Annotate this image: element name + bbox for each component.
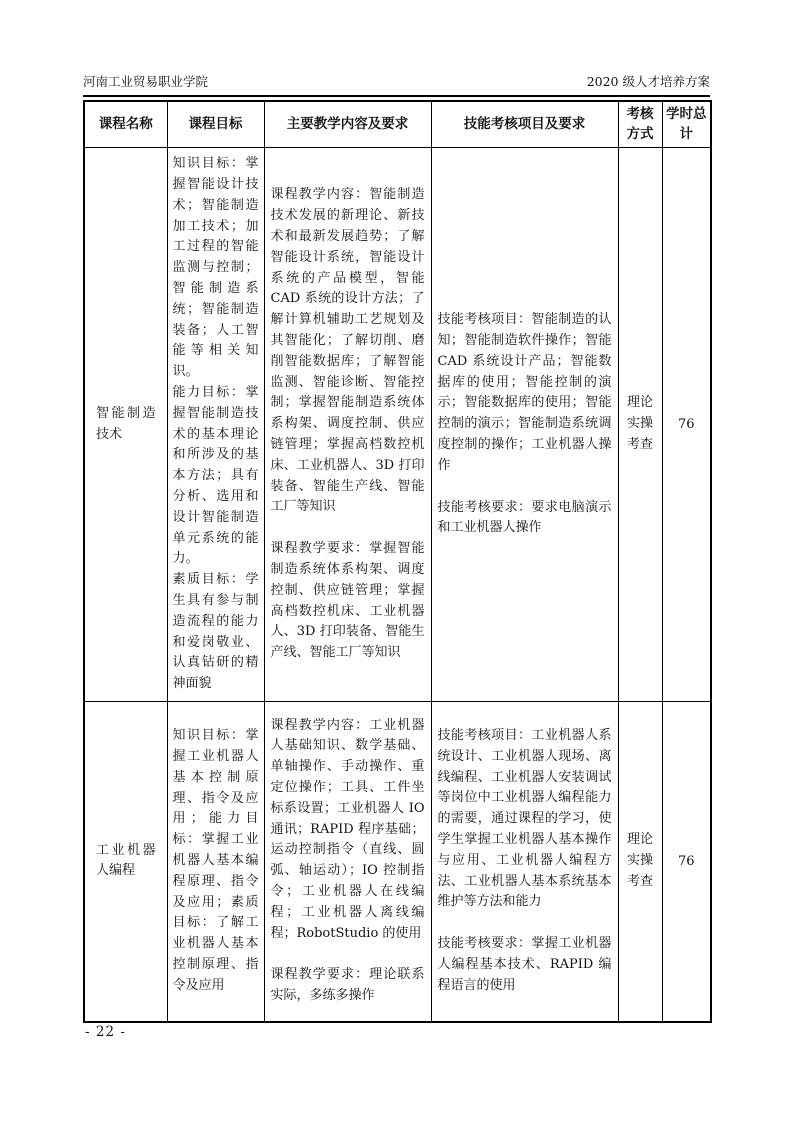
teaching-content-cell (264, 148, 431, 702)
teaching-requirements: 课程教学要求：理论联系实际，多练多操作 (270, 967, 425, 1004)
assessment-requirements: 技能考核要求：掌握工业机器人编程基本技术、RAPID 编程语言的使用 (437, 936, 612, 993)
column-header-total-hours: 学时总计 (662, 101, 711, 148)
ability-objective: 能力目标：掌握智能制造技术的基本理论和所涉及的基本方法；具有分析、选用和设计智能制造单元系统的能力。 (172, 385, 259, 567)
course-name: 工业机器人编程 (96, 842, 156, 879)
course-objectives-cell (167, 702, 264, 1022)
column-header-teaching-content: 主要教学内容及要求 (264, 101, 431, 148)
teaching-content: 课程教学内容：工业机器人基础知识、数学基础、单轴操作、手动操作、重定位操作；工具、工件坐标系设置；工业机器人 IO 通讯；RAPID 程序基础；运动控制指令（直线、圆弧、轴运动）；IO 控制指令；工业机器人在线编程；工业机器人离线编程；RobotStudio 的使用 (270, 717, 425, 941)
header-plan-title: 2020 级人才培养方案 (586, 74, 710, 89)
page-header (83, 72, 710, 97)
course-name-cell (84, 702, 167, 1022)
skill-assessment-cell (431, 148, 618, 702)
header-school-name: 河南工业贸易职业学院 (83, 74, 209, 89)
column-header-course-objectives: 课程目标 (167, 101, 264, 148)
course-objectives-cell (167, 148, 264, 702)
knowledge-objective: 知识目标：掌握智能设计技术；智能制造加工技术；加工过程的智能监测与控制；智能制造系统；智能制造装备；人工智能等相关知识。 (172, 156, 259, 380)
course-objectives: 知识目标：掌握工业机器人基本控制原理、指令及应用；能力目标：掌握工业机器人基本编程原理、指令及应用；素质目标：了解工业机器人基本控制原理、指令及应用 (172, 728, 259, 993)
teaching-requirements: 课程教学要求：掌握智能制造系统体系构架、调度控制、供应链管理；掌握高档数控机床、工业机器人、3D 打印装备、智能生产线、智能工厂等知识 (270, 541, 425, 661)
course-table (83, 100, 712, 1023)
column-header-assessment-method: 考核方式 (618, 101, 662, 148)
total-hours: 76 (662, 702, 711, 1022)
quality-objective: 素质目标：学生具有参与制造流程的能力和爱岗敬业、认真钻研的精神面貌 (172, 572, 259, 692)
page-number: - 22 - (85, 1024, 126, 1040)
assessment-method: 理论实操考查 (618, 702, 662, 1022)
column-header-course-name: 课程名称 (84, 101, 167, 148)
assessment-items: 技能考核项目：智能制造的认知；智能制造软件操作；智能 CAD 系统设计产品；智能数据库的使用；智能控制的演示；智能数据库的使用；智能控制的演示；智能制造系统调度控制的操作；工业机器人操作 (437, 312, 612, 473)
teaching-content-cell (264, 702, 431, 1022)
teaching-content: 课程教学内容：智能制造技术发展的新理论、新技术和最新发展趋势；了解智能设计系统，智能设计系统的产品模型，智能 CAD 系统的设计方法；了解计算机辅助工艺规划及其智能化；了解切削、磨削智能数据库；了解智能监测、智能诊断、智能控制；掌握智能制造系统体系构架、调度控制、供应链管理；掌握高档数控机床、工业机器人、3D 打印装备、智能生产线、智能工厂等知识 (270, 187, 425, 515)
table-header-row (84, 101, 711, 148)
course-name-cell (84, 148, 167, 702)
column-header-skill-assessment: 技能考核项目及要求 (431, 101, 618, 148)
assessment-requirements: 技能考核要求：要求电脑演示和工业机器人操作 (437, 499, 612, 536)
skill-assessment-cell (431, 702, 618, 1022)
table-row (84, 702, 711, 1022)
assessment-items: 技能考核项目：工业机器人系统设计、工业机器人现场、离线编程、工业机器人安装调试等岗位中工业机器人编程能力的需要，通过课程的学习，使学生掌握工业机器人基本操作与应用、工业机器人编程方法、工业机器人基本系统基本维护等方法和能力 (437, 728, 612, 910)
table-row (84, 148, 711, 702)
total-hours: 76 (662, 148, 711, 702)
assessment-method: 理论实操考查 (618, 148, 662, 702)
course-name: 智能制造技术 (96, 405, 156, 442)
